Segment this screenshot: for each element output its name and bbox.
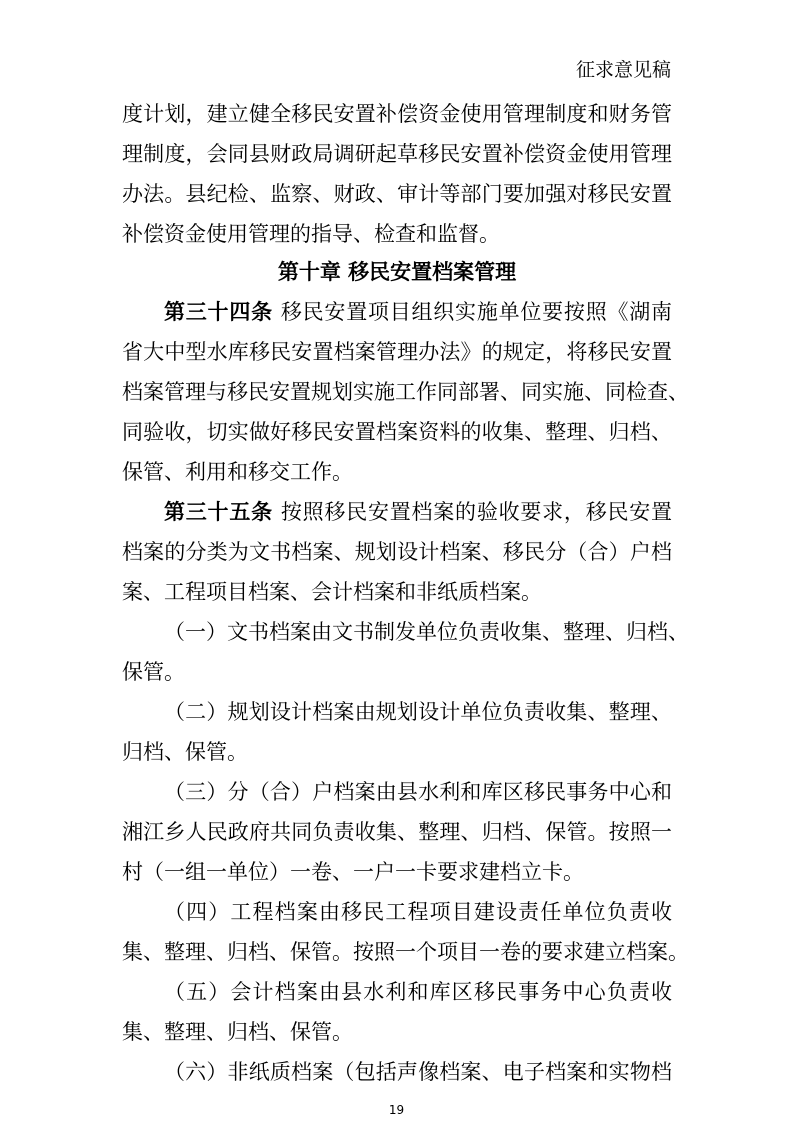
article-34-line: 保管、利用和移交工作。 <box>122 460 353 484</box>
continuation-line: 度计划，建立健全移民安置补偿资金使用管理制度和财务管 <box>122 102 672 126</box>
article-34-line: 省大中型水库移民安置档案管理办法》的规定，将移民安置 <box>122 340 672 364</box>
continuation-line: 办法。县纪检、监察、财政、审计等部门要加强对移民安置 <box>122 182 672 206</box>
article-35-line: 案、工程项目档案、会计档案和非纸质档案。 <box>122 580 542 604</box>
page-number: 19 <box>388 1103 405 1117</box>
article-35-line: 档案的分类为文书档案、规划设计档案、移民分（合）户档 <box>122 540 672 564</box>
list-item-1-line: 保管。 <box>122 660 185 684</box>
continuation-line: 理制度，会同县财政局调研起草移民安置补偿资金使用管理 <box>122 142 672 166</box>
list-item-5-line: （五）会计档案由县水利和库区移民事务中心负责收 <box>164 980 672 1004</box>
list-item-2-line: （二）规划设计档案由规划设计单位负责收集、整理、 <box>164 700 672 724</box>
list-item-3-line: 村（一组一单位）一卷、一户一卡要求建档立卡。 <box>122 860 584 884</box>
chapter-title: 第十章 移民安置档案管理 <box>277 260 517 284</box>
list-item-3-line: 湘江乡人民政府共同负责收集、整理、归档、保管。按照一 <box>122 820 672 844</box>
article-34-line: 档案管理与移民安置规划实施工作同部署、同实施、同检查、 <box>122 380 689 404</box>
list-item-6-line: （六）非纸质档案（包括声像档案、电子档案和实物档 <box>164 1060 672 1084</box>
list-item-5-line: 集、整理、归档、保管。 <box>122 1020 353 1044</box>
article-35-first-line <box>164 492 672 532</box>
list-item-3-line: （三）分（合）户档案由县水利和库区移民事务中心和 <box>164 780 672 804</box>
article-34-first-line <box>164 292 672 332</box>
article-34-text: 移民安置项目组织实施单位要按照《湖南 <box>280 300 673 324</box>
page-header-draft-label: 征求意见稿 <box>575 59 671 81</box>
article-34-number: 第三十四条 <box>164 300 273 324</box>
list-item-1-line: （一）文书档案由文书制发单位负责收集、整理、归档、 <box>164 620 689 644</box>
article-34-line: 同验收，切实做好移民安置档案资料的收集、整理、归档、 <box>122 420 672 444</box>
list-item-4-line: 集、整理、归档、保管。按照一个项目一卷的要求建立档案。 <box>122 940 689 964</box>
continuation-line: 补偿资金使用管理的指导、检查和监督。 <box>122 222 500 246</box>
article-35-text: 按照移民安置档案的验收要求，移民安置 <box>280 500 673 524</box>
article-35-number: 第三十五条 <box>164 500 273 524</box>
list-item-4-line: （四）工程档案由移民工程项目建设责任单位负责收 <box>164 900 672 924</box>
list-item-2-line: 归档、保管。 <box>122 740 248 764</box>
